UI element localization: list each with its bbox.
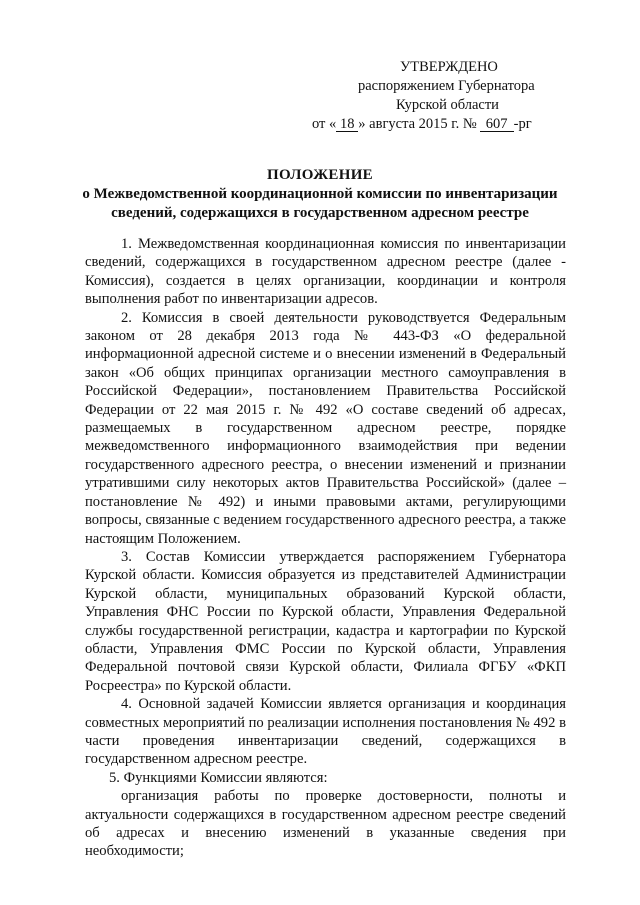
date-middle: » августа 2015 г. № bbox=[358, 116, 477, 132]
title-main: ПОЛОЖЕНИЕ bbox=[267, 167, 373, 183]
date-day: 18 bbox=[336, 117, 358, 132]
approval-by-order: распоряжением Губернатора bbox=[358, 78, 535, 94]
title-line-1: о Межведомственной координационной комиссии по инвентаризации bbox=[82, 186, 558, 202]
approval-block bbox=[300, 58, 580, 134]
date-prefix: от « bbox=[312, 116, 337, 132]
document-body bbox=[85, 235, 566, 861]
paragraph-2: 2. Комиссия в своей деятельности руководствуется Федеральным законом от 28 декабря 2013 года № 443-ФЗ «О федеральной информационной адресной системе и о внесении изменений в Федеральный закон «Об общих принципах организации местного самоуправления в Российской Федерации», постановлением Правительства Российской Федерации от 22 мая 2015 г. № 492 «О составе сведений об адресах, размещаемых в государственном адресном реестре, порядке межведомственного информационного взаимодействия при ведении государственного адресного реестра, о внесении изменений и признании утратившими силу некоторых актов Правительства Российской» (далее – постановление № 492) и иными правовыми актами, регулирующими вопросы, связанные с ведением государственного адресного реестра, а также настоящим Положением. bbox=[85, 309, 566, 547]
paragraph-1: 1. Межведомственная координационная комиссия по инвентаризации сведений, содержащихся в государственном адресном реестре (далее - Комиссия), создается в целях организации, координации и контроля выполнения работ по инвентаризации адресов. bbox=[85, 236, 566, 308]
number-suffix: -рг bbox=[513, 116, 532, 132]
approval-region: Курской области bbox=[396, 97, 499, 113]
paragraph-3: 3. Состав Комиссии утверждается распоряжением Губернатора Курской области. Комиссия образуется из представителей Администрации Курской области, муниципальных образований Курской области, Управления ФНС России по Курской области, Управления Федеральной службы государственной регистрации, кадастра и картографии по Курской области, Управления ФМС России по Курской области, Управления Федеральной почтовой связи Курской области, Филиала ФГБУ «ФКП Росреестра» по Курской области. bbox=[85, 548, 566, 694]
paragraph-5: 5. Функциями Комиссии являются: bbox=[109, 769, 328, 786]
order-number: 607 bbox=[480, 117, 514, 132]
paragraph-5-item-1: организация работы по проверке достоверности, полноты и актуальности содержащихся в государственном адресном реестре сведений об адресах и внесению изменений в указанные сведения при необходимости; bbox=[85, 788, 566, 860]
approval-heading: УТВЕРЖДЕНО bbox=[400, 59, 498, 75]
document-title bbox=[0, 166, 640, 223]
paragraph-4: 4. Основной задачей Комиссии является организация и координация совместных мероприятий по реализации исполнения постановления № 492 в части проведения инвентаризации сведений, содержащихся в государственном адресном реестре. bbox=[85, 696, 566, 768]
approval-date-line bbox=[300, 115, 580, 134]
title-line-2: сведений, содержащихся в государственном адресном реестре bbox=[111, 205, 529, 221]
